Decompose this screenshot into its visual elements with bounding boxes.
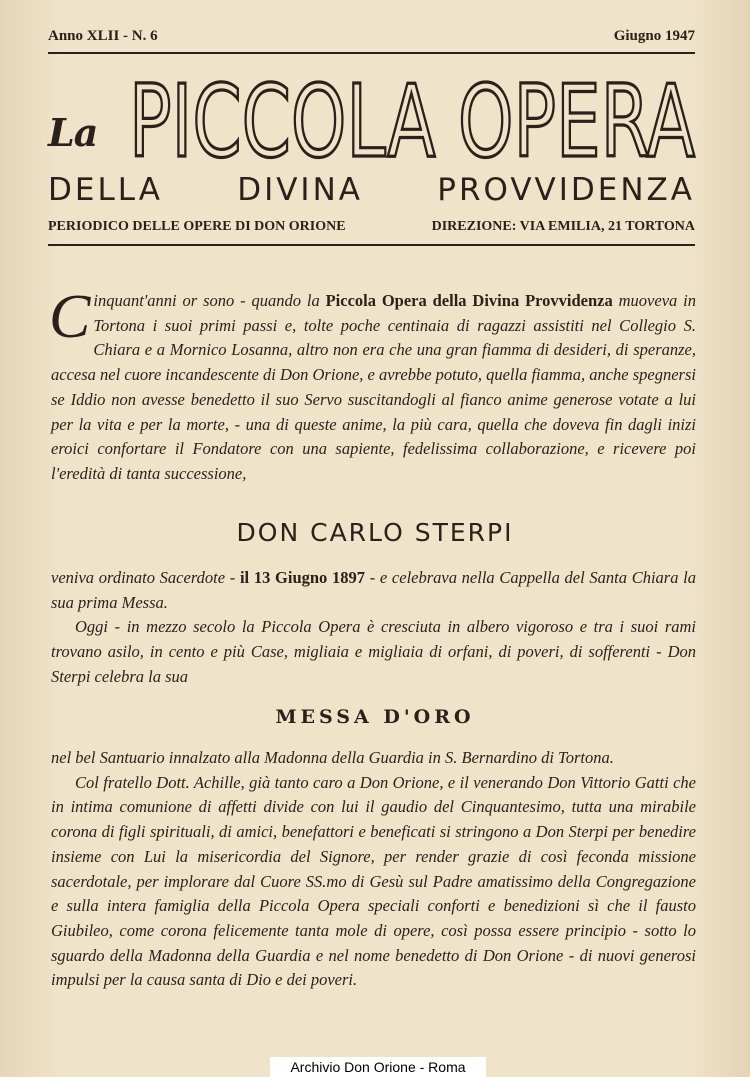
p4-text: nel bel Santuario innalzato alla Madonna della Guardia in S. Bernardino di Tortona. xyxy=(51,748,614,767)
issue-number: Anno XLII - N. 6 xyxy=(48,28,158,44)
p1-bold: Piccola Opera della Divina Provvidenza xyxy=(325,291,613,310)
subtitle-word-divina: DIVINA xyxy=(237,172,363,208)
article-paragraph-5: Col fratello Dott. Achille, già tanto caro a Don Orione, e il venerando Don Vittorio Gatti che in intima comunione di affetti divide con lui il gaudio del Cinquantesimo, tutta una mirabile corona di figli spirituali, di amici, benefattori e beneficati si stringono a Don Sterpi per benedire insieme con Lui la misericordia del Signore, per render grazie di così feconda missione sacerdotale, per implorare dal Cuore SS.mo di Gesù sul Padre amatissimo della Congregazione e sulla intera famiglia della Piccola Opera speciali conforti e benedizioni sì che il fausto Giubileo, come corona felicemente tanta mole di opere, così possa essere principio - sotto lo sguardo della Madonna della Guardia e nel nome benedetto di Don Orione - di nuovi generosi impulsi per la causa santa di Dio e dei poveri. xyxy=(51,772,696,990)
p2-text-a: veniva ordinato Sacerdote - xyxy=(51,568,240,587)
issue-bar xyxy=(48,28,695,45)
p1-text-b: muoveva in Tortona i suoi primi passi e, tolte poche centinaia di ragazzi assistiti nel Collegio S. Chiara e a Mornico Losanna, altro non era che una gran fiamma di desideri, di speranze, accesa nel cuore incandescente di Don Orione, e avrebbe potuto, quella fiamma, anche spegnersi se Iddio non avesse benedetto il suo Servo suscitandogli al fianco anime generose votate a lui per la vita e per la morte, - una di queste anime, la più cara, quella che doveva fin dagli inizi eroici confortare il Fondatore con una sapiente, fedelissima collaborazione, e ricevere poi l'eredità di tanta successione, xyxy=(51,291,696,483)
p2-text-b: - e celebrava nella Cappella del Santa Chiara la sua prima Messa. xyxy=(51,568,696,612)
masthead-prefix: La xyxy=(48,110,98,155)
article-paragraph-4 xyxy=(51,746,696,993)
periodical-label: PERIODICO DELLE OPERE DI DON ORIONE xyxy=(48,219,346,234)
drop-cap: C xyxy=(49,283,91,351)
direction-address: DIREZIONE: VIA EMILIA, 21 TORTONA xyxy=(431,219,695,234)
article-paragraph-3: Oggi - in mezzo secolo la Piccola Opera è cresciuta in albero vigoroso e tra i suoi rami trovano asilo, in cento e più Case, migliaia e migliaia di orfani, di poveri, di sofferenti - Don Sterpi celebra la sua xyxy=(51,617,696,686)
top-rule xyxy=(48,52,695,54)
article-paragraph-1 xyxy=(49,283,696,487)
heading-messa-doro: MESSA D'ORO xyxy=(275,706,475,728)
masthead-subtitle xyxy=(48,172,695,208)
masthead-rule xyxy=(48,244,695,246)
article-paragraph-2 xyxy=(51,566,696,690)
masthead-title-text: PICCOLA OPERA xyxy=(129,72,695,164)
masthead-subline xyxy=(48,219,695,235)
p2-bold-date: il 13 Giugno 1897 xyxy=(239,568,365,587)
subtitle-word-provvidenza: PROVVIDENZA xyxy=(437,172,695,208)
issue-date: Giugno 1947 xyxy=(613,28,695,44)
masthead xyxy=(48,72,698,164)
subtitle-word-della: DELLA xyxy=(48,172,163,208)
masthead-title xyxy=(126,72,698,164)
heading-don-carlo-sterpi: DON CARLO STERPI xyxy=(236,518,514,547)
archive-footer: Archivio Don Orione - Roma xyxy=(270,1057,486,1077)
p1-text-a: inquant'anni or sono - quando la xyxy=(93,291,326,310)
